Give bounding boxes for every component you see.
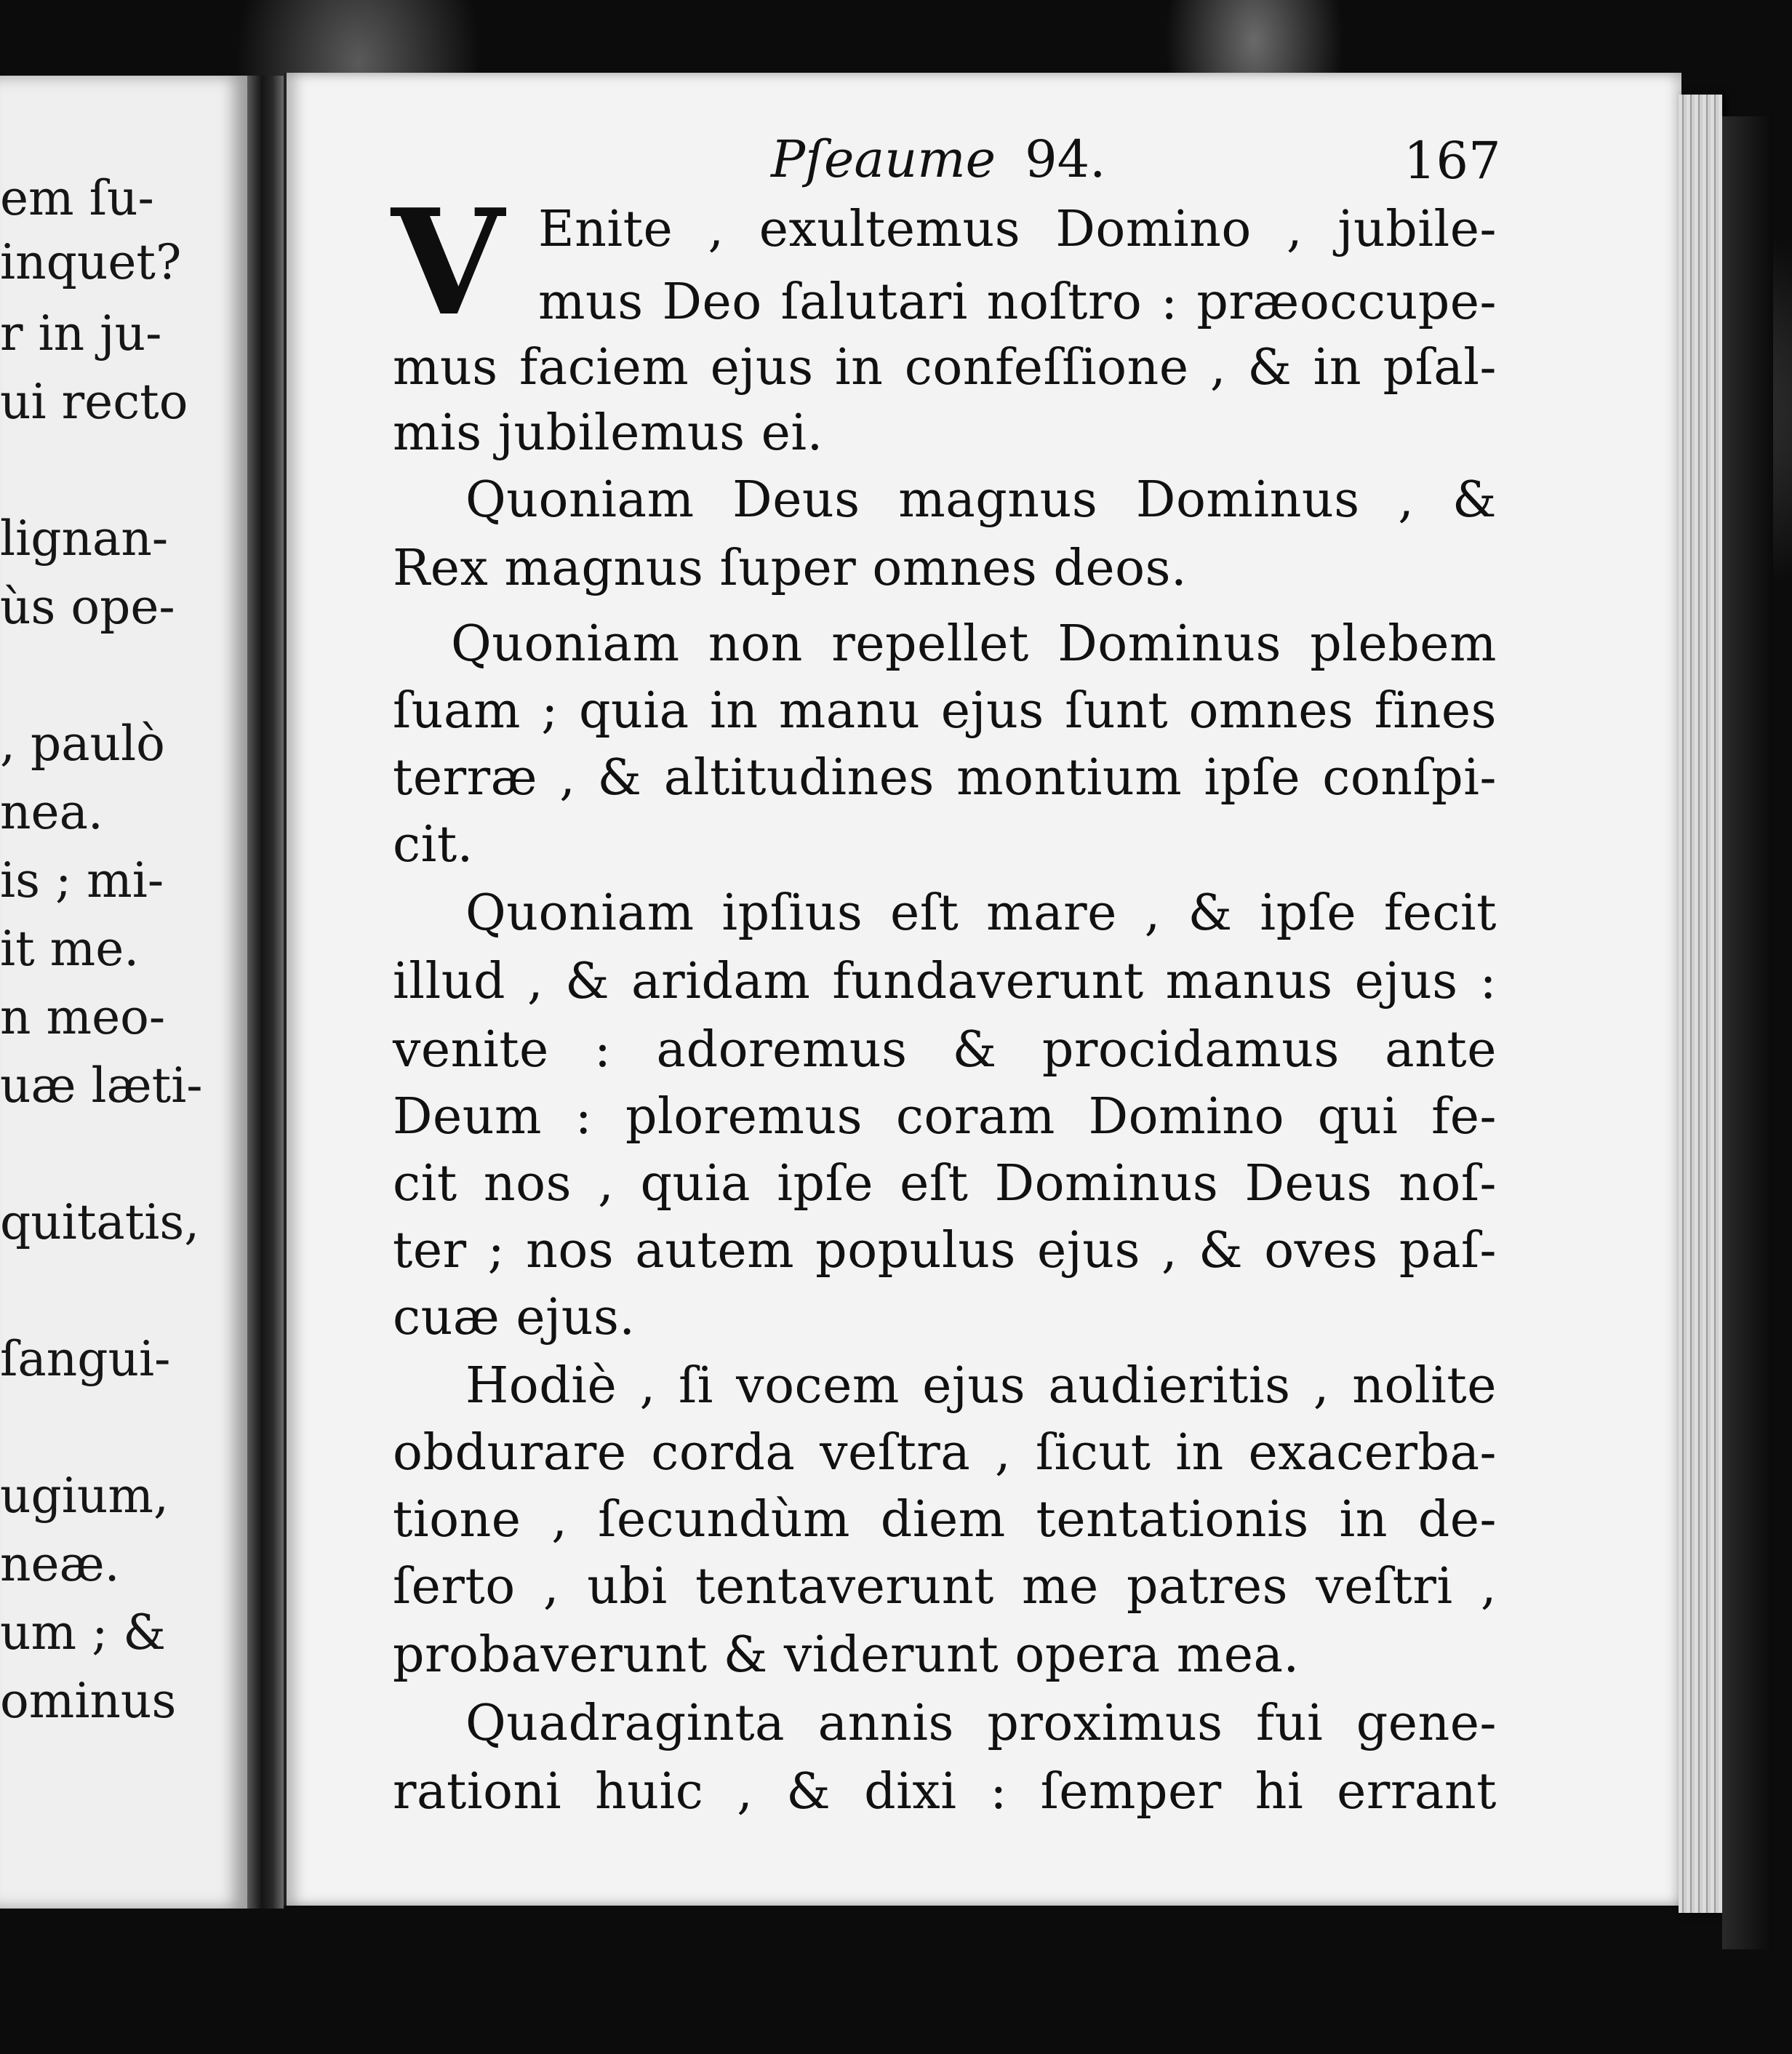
text-line: cit nos , quia ipſe eſt Dominus Deus noſ- — [393, 1155, 1497, 1212]
psalm-number: 94. — [1025, 129, 1106, 189]
left-line: ùs ope- — [0, 579, 175, 635]
left-line: lignan- — [0, 511, 169, 567]
text-line: tione , ſecundùm diem tentationis in de- — [393, 1491, 1497, 1549]
text-line: Rex magnus ſuper omnes deos. — [393, 540, 1188, 597]
left-line: ugium, — [0, 1468, 169, 1524]
text-line: probaverunt & viderunt opera mea. — [393, 1626, 1300, 1684]
text-line: obdurare corda veſtra , ſicut in exacerba- — [393, 1424, 1497, 1482]
left-line: it me. — [0, 921, 140, 977]
text-line: ſuam ; quia in manu ejus ſunt omnes fines — [393, 682, 1497, 740]
left-line: , paulò — [0, 716, 165, 772]
text-line: mus Deo ſalutari noſtro : præoccupe- — [538, 273, 1497, 331]
left-page — [0, 76, 247, 1909]
text-line: venite : adoremus & procidamus ante — [393, 1021, 1497, 1079]
text-line: illud , & aridam fundaverunt manus ejus : — [393, 953, 1497, 1010]
text-line: Quadraginta annis proximus fui gene- — [465, 1695, 1497, 1752]
left-line: inquet? — [0, 234, 182, 290]
text-line: rationi huic , & dixi : ſemper hi errant — [393, 1763, 1497, 1821]
running-head — [771, 129, 1105, 189]
text-line: cit. — [393, 816, 473, 874]
text-line: Hodiè , ſi vocem ejus audieritis , nolite — [465, 1357, 1497, 1415]
left-line: neæ. — [0, 1536, 120, 1592]
text-line: ſerto , ubi tentaverunt me patres veſtri , — [393, 1558, 1497, 1615]
text-line: Deum : ploremus coram Domino qui fe- — [393, 1088, 1497, 1146]
left-line: quitatis, — [0, 1194, 200, 1250]
text-line: Quoniam Deus magnus Dominus , & — [465, 471, 1497, 529]
left-line: ominus — [0, 1673, 177, 1729]
page-edges — [1679, 95, 1722, 1913]
left-line: ui recto — [0, 374, 188, 430]
left-line: nea. — [0, 784, 103, 840]
page-number: 167 — [1404, 131, 1501, 191]
text-line: ter ; nos autem populus ejus , & oves paſ- — [393, 1222, 1497, 1279]
left-line: um ; & — [0, 1605, 167, 1661]
text-line: terræ , & altitudines montium ipſe conſpi- — [393, 749, 1497, 807]
running-head-title: Pſeaume — [771, 129, 996, 189]
left-line: em ſu- — [0, 170, 154, 226]
left-line: ſangui- — [0, 1331, 171, 1387]
text-line: cuæ ejus. — [393, 1289, 636, 1346]
text-line: Enite , exultemus Domino , jubile- — [538, 201, 1497, 258]
text-line: mis jubilemus ei. — [393, 404, 823, 462]
text-line: Quoniam ipſius eſt mare , & ipſe fecit — [465, 884, 1497, 942]
text-line: mus faciem ejus in confeſſione , & in pſal- — [393, 339, 1497, 396]
drop-cap: V — [391, 177, 505, 348]
text-line: Quoniam non repellet Dominus plebem — [451, 615, 1497, 673]
left-line: r in ju- — [0, 305, 162, 361]
left-line: n meo- — [0, 989, 166, 1045]
book-gutter — [247, 76, 284, 1909]
left-line: is ; mi- — [0, 852, 164, 908]
left-line: uæ læti- — [0, 1058, 203, 1114]
cover-edge — [1722, 116, 1773, 1949]
